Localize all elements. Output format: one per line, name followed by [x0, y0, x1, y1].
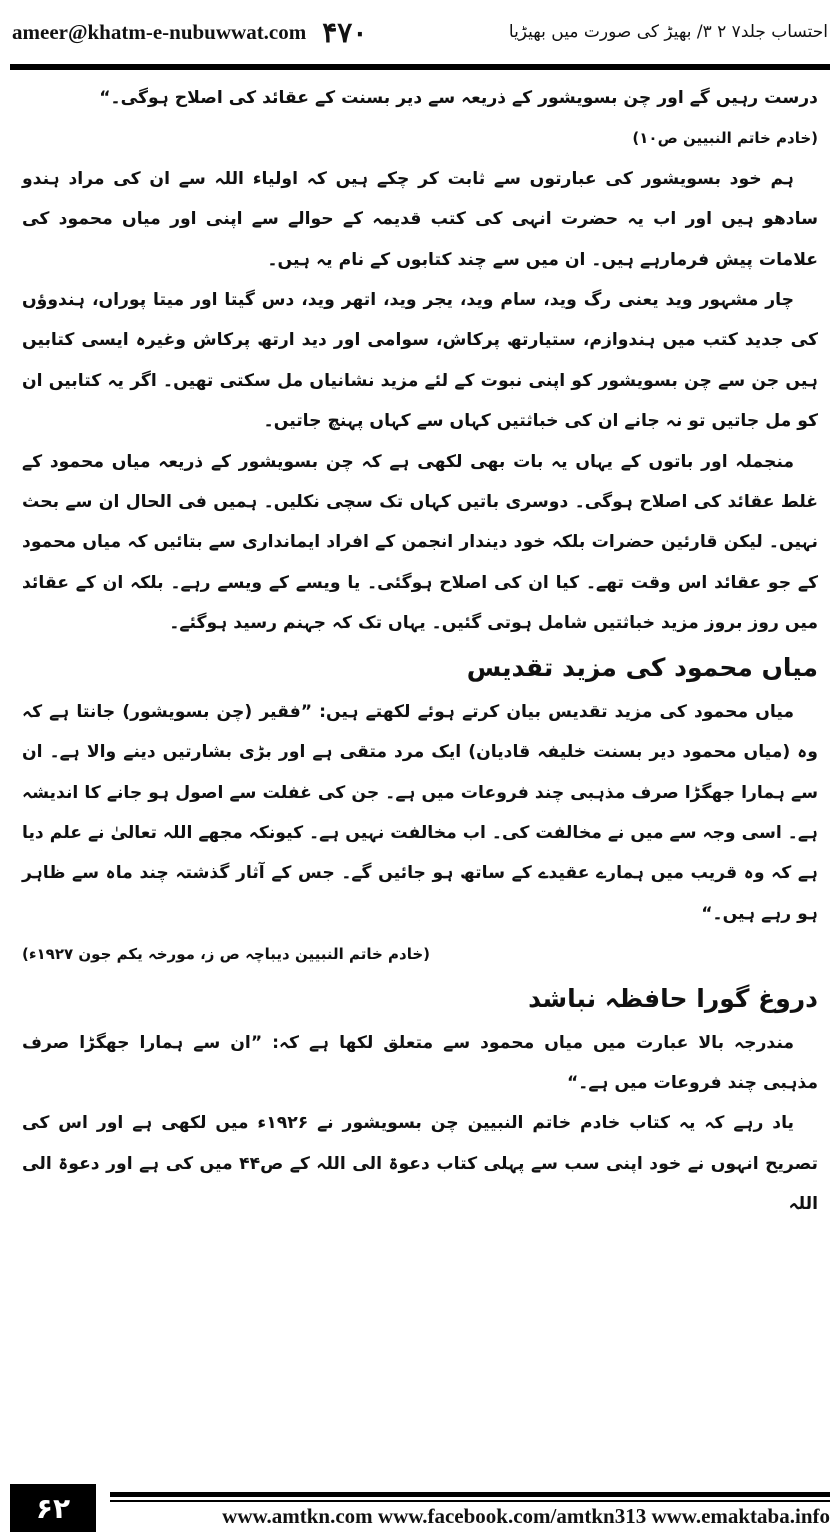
reference-2: (خادم خاتم النبیین دیباچہ ص ز، مورخہ یکم جون ۱۹۲۷ء): [22, 945, 431, 964]
paragraph-1: درست رہیں گے اور چن بسویشور کے ذریعہ سے دیر بسنت کے عقائد کی اصلاح ہوگی۔“: [99, 88, 818, 108]
paragraph-5: میاں محمود کی مزید تقدیس بیان کرتے ہوئے لکھتے ہیں: ”فقیر (چن بسویشور) جانتا ہے کہ وہ (میاں محمود دیر بسنت خلیفہ قادیان) ایک مرد متقی ہے اور بڑی بشارتیں دینے والا ہے۔ ان سے ہمارا جھگڑا صرف مذہبی چند فروعات میں ہے۔ جن کی غفلت سے اصول ہو جانے کا اندیشہ ہے۔ اسی وجہ سے میں نے مخالفت کی۔ اب مخالفت نہیں ہے۔ کیونکہ مجھے اللہ تعالیٰ نے علم دیا ہے کہ وہ قریب میں ہمارے عقیدے کے ساتھ ہو جائیں گے۔ جس کے آثار گذشتہ چند ماہ سے ظاہر ہو رہے ہیں۔“: [22, 701, 818, 924]
footer-rule-thick: [110, 1492, 830, 1497]
paragraph-3: چار مشہور وید یعنی رگ وید، سام وید، یجر وید، اتھر وید، دس گیتا اور میتا پوراں، ہندوؤں کی جدید کتب میں ہندوازم، ستیارتھ پرکاش، سوامی اور دید ارتھ پرکاش وغیرہ ایسی کتابیں ہیں جن سے چن بسویشور کو اپنی نبوت کے لئے مزید نشانیاں مل سکتی تھیں۔ اگر یہ کتابیں ان کو مل جاتیں تو نہ جانے ان کی خباثتیں کہاں سے کہاں پہنچ جاتیں۔: [22, 290, 818, 432]
paragraph-4: منجملہ اور باتوں کے یہاں یہ بات بھی لکھی ہے کہ چن بسویشور کے ذریعہ میاں محمود کے غلط عقائد کی اصلاح ہوگی۔ دوسری باتیں کہاں تک سچی نکلیں۔ ہمیں فی الحال ان سے بحث نہیں۔ لیکن قارئین حضرات بلکہ خود دیندار انجمن کے افراد ایمانداری سے بتائیں کہ میاں محمود کے جو عقائد اس وقت تھے۔ کیا ان کی اصلاح ہوگئی۔ یا ویسے کے ویسے رہے۔ بلکہ ان کے عقائد میں روز بروز مزید خباثتیں شامل ہوتی گئیں۔ یہاں تک کہ جہنم رسید ہوگئے۔: [22, 451, 818, 634]
page-header: [12, 0, 828, 64]
page-footer: [10, 1484, 830, 1540]
footer-links[interactable]: www.amtkn.com www.facebook.com/amtkn313 www.emaktaba.info: [222, 1504, 830, 1528]
page-content: [22, 78, 818, 1480]
paragraph-2: ہم خود بسویشور کی عبارتوں سے ثابت کر چکے ہیں کہ اولیاء اللہ سے ان کی مراد ہندو سادھو ہیں اور اب یہ حضرت انہی کی کتب قدیمہ کے حوالے سے اپنی اور میاں محمود کی علامات پیش فرمارہے ہیں۔ ان میں سے چند کتابوں کے نام یہ ہیں۔: [22, 168, 818, 270]
header-title: احتساب جلد۷ ۲ ۳/ بھیڑ کی صورت میں بھیڑیا: [508, 22, 828, 42]
reference-1: (خادم خاتم النبیین ص۱۰): [632, 129, 818, 148]
section-heading-1: میاں محمود کی مزید تقدیس: [466, 652, 818, 682]
header-page-number: ۴۷۰: [322, 15, 368, 49]
footer-rule-thin: [110, 1500, 830, 1502]
footer-page-number: ۶۲: [10, 1484, 96, 1532]
header-rule: [10, 64, 830, 70]
paragraph-6: مندرجہ بالا عبارت میں میاں محمود سے متعلق لکھا ہے کہ: ”ان سے ہمارا جھگڑا صرف مذہبی چند فروعات میں ہے۔“: [22, 1032, 818, 1093]
paragraph-7: یاد رہے کہ یہ کتاب خادم خاتم النبیین چن بسویشور نے ۱۹۲۶ء میں لکھی ہے اور اس کی تصریح انہوں نے خود اپنی سب سے پہلی کتاب دعوۃ الی اللہ کے ص۴۴ میں کی ہے اور دعوۃ الی اللہ: [22, 1113, 818, 1215]
section-heading-2: دروغ گورا حافظہ نباشد: [528, 983, 818, 1013]
header-left: [12, 16, 367, 49]
header-email: ameer@khatm-e-nubuwwat.com: [12, 19, 307, 44]
